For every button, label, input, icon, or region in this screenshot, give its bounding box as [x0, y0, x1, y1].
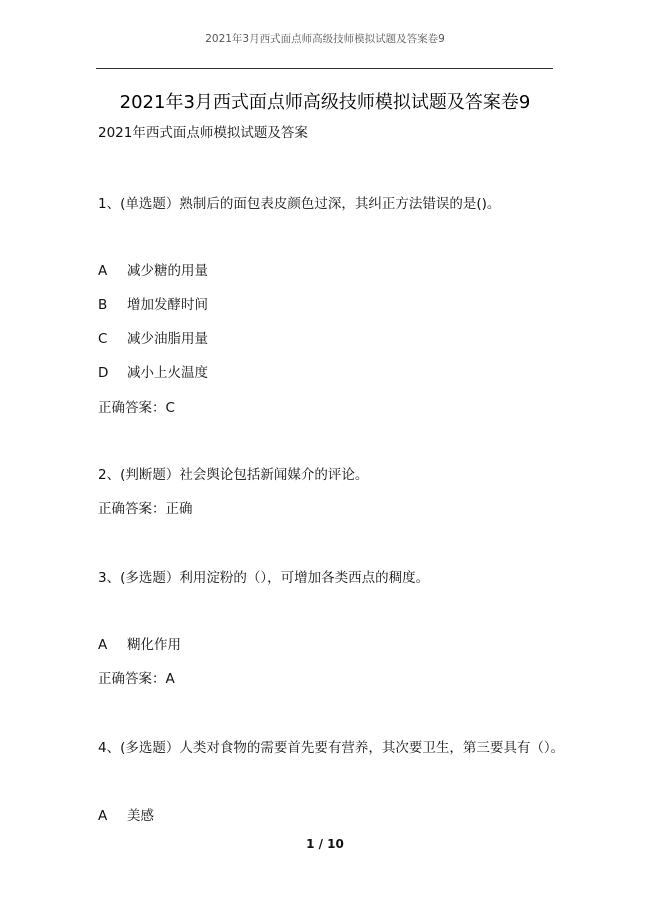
page-indicator: 1 / 10 [306, 837, 344, 851]
option-letter: A [98, 263, 108, 279]
question-1-option-d [98, 361, 208, 381]
header-divider [96, 68, 553, 69]
option-letter: A [98, 637, 108, 653]
question-4-option-a [98, 804, 154, 824]
question-3-answer: 正确答案：A [98, 671, 175, 687]
question-1-option-c [98, 327, 208, 347]
option-text: 糊化作用 [127, 637, 181, 653]
question-3-text: 3、(多选题）利用淀粉的（），可增加各类西点的稠度。 [98, 570, 430, 586]
question-2-text: 2、(判断题）社会舆论包括新闻媒介的评论。 [98, 467, 369, 483]
option-text: 增加发酵时间 [127, 297, 208, 313]
option-text: 美感 [127, 808, 154, 824]
option-letter: D [98, 365, 109, 381]
option-letter: C [98, 331, 108, 347]
option-text: 减少糖的用量 [127, 263, 208, 279]
question-2-answer: 正确答案：正确 [98, 501, 193, 517]
option-text: 减少油脂用量 [127, 331, 208, 347]
document-subtitle: 2021年西式面点师模拟试题及答案 [98, 125, 308, 141]
running-header: 2021年3月西式面点师高级技师模拟试题及答案卷9 [205, 33, 445, 45]
option-letter: A [98, 808, 108, 824]
question-3-option-a [98, 633, 181, 653]
question-1-text: 1、(单选题）熟制后的面包表皮颜色过深，其纠正方法错误的是()。 [98, 196, 501, 212]
question-1-option-a [98, 259, 208, 279]
question-1-option-b [98, 293, 208, 313]
question-4-text: 4、(多选题）人类对食物的需要首先要有营养，其次要卫生，第三要具有（）。 [98, 740, 565, 756]
question-1-answer: 正确答案：C [98, 400, 175, 416]
option-text: 减小上火温度 [127, 365, 208, 381]
option-letter: B [98, 297, 108, 313]
document-title: 2021年3月西式面点师高级技师模拟试题及答案卷9 [119, 92, 531, 113]
